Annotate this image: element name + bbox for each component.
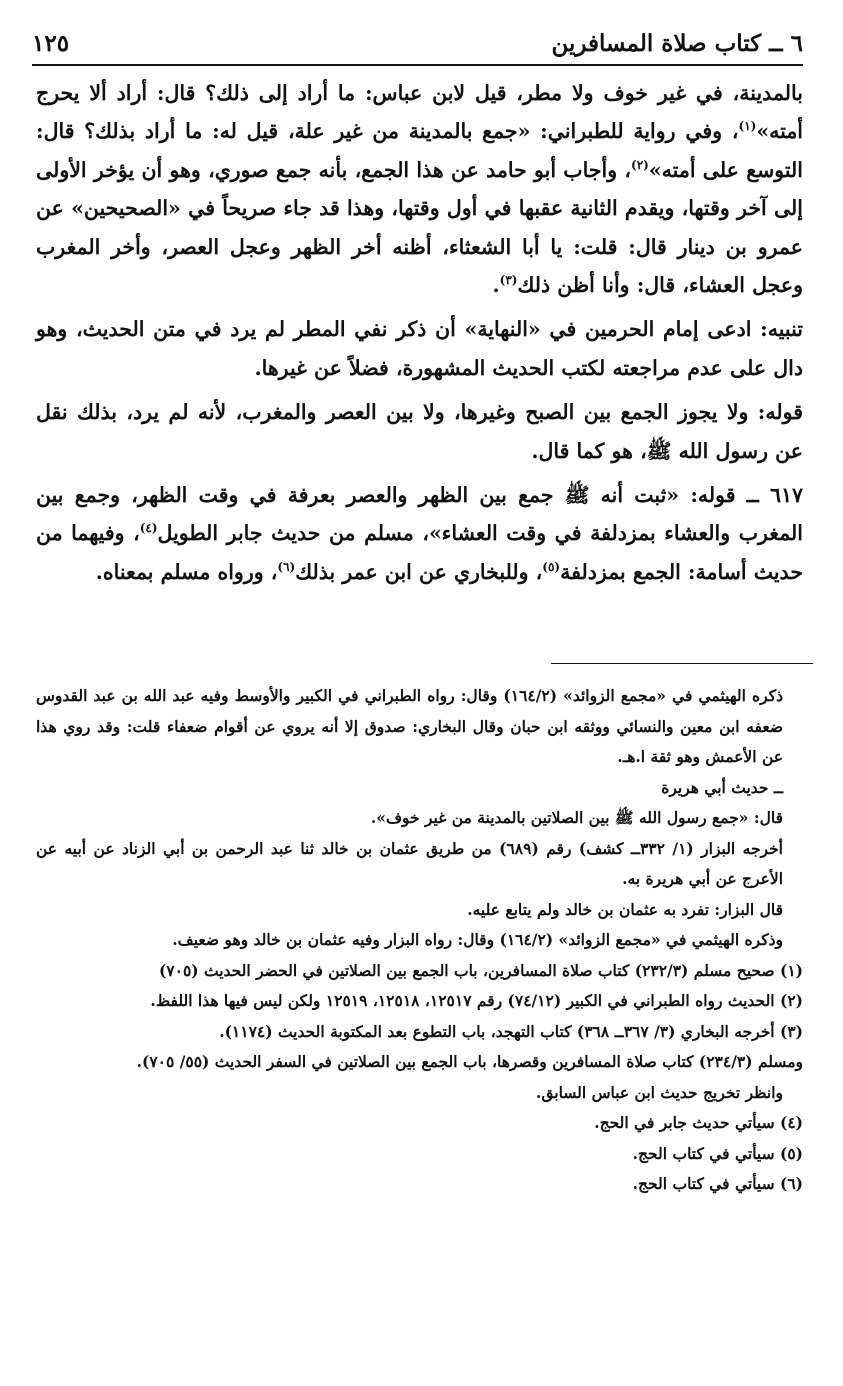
entry-number: ٦١٧ ــ قوله: — [690, 483, 803, 508]
footnote-ref: (٦) — [277, 560, 296, 575]
paragraph-617: ٦١٧ ــ قوله: «ثبت أنه ﷺ جمع بين الظهر والعصر بعرفة في وقت الظهر، وجمع بين المغرب والعشاء بمزدلفة في وقت العشاء»، مسلم من حديث جابر الطويل$^{(٤)}$، وفيهما من حديث أسامة: الجمع بمزدلفة$^{(٥)}$، وللبخاري عن ابن عمر بذلك$^{(٦)}$، ورواه مسلم بمعناه. — [36, 483, 803, 584]
footnote-ref: (٤) — [139, 521, 158, 536]
main-text — [36, 74, 803, 597]
tanbih-label: تنبيه: — [760, 317, 803, 342]
footnote-line: ومسلم (٢٣٤/٣) كتاب صلاة المسافرين وقصرها، باب الجمع بين الصلاتين في السفر الحديث (٥٥/ ٧٠٥). — [136, 1052, 803, 1071]
footnote-ref: (٢) — [631, 157, 649, 172]
footnote-5: (٥) سيأتي في كتاب الحج. — [632, 1143, 803, 1163]
footnote-line: ذكره الهيثمي في «مجمع الزوائد» (١٦٤/٢) وقال: رواه الطبراني في الكبير والأوسط وفيه عبد الله بن عبد القدوس ضعفه ابن معين والنسائي ووثقه ابن حبان وقال البخاري: صدوق إلا أنه يروي عن أقوام ضعفاء قلت: وقد روي هذا عن الأعمش وهو ثقة ا.هـ. — [36, 686, 783, 766]
paragraph-tanbih: تنبيه: ادعى إمام الحرمين في «النهاية» أن ذكر نفي المطر لم يرد في متن الحديث، وهو دال على عدم مراجعته لكتب الحديث المشهورة، فضلاً عن غيرها. — [36, 317, 803, 380]
paragraph-1: بالمدينة، في غير خوف ولا مطر، قيل لابن عباس: ما أراد إلى ذلك؟ قال: أراد ألا يحرج أمته»$^{(١)}$، وفي رواية للطبراني: «جمع بالمدينة من غير علة، قيل له: ما أراد بذلك؟ قال: التوسع على أمته»$^{(٢)}$، وأجاب أبو حامد عن هذا الجمع، بأنه جمع صوري، وهو أن يؤخر الأولى إلى آخر وقتها، ويقدم الثانية عقبها في أول وقتها، وهذا قد جاء صريحاً في «الصحيحين» عن عمرو بن دينار قال: قلت: يا أبا الشعثاء، أظنه أخر الظهر وعجل العصر، وأخر المغرب وعجل العشاء، قال: وأنا أظن ذلك$^{(٣)}$. — [36, 81, 804, 298]
page-header — [32, 30, 803, 64]
footnote-3: (٣) أخرجه البخاري (٣/ ٣٦٧ــ ٣٦٨) كتاب التهجد، باب التطوع بعد المكتوبة الحديث (١١٧٤). — [219, 1021, 803, 1041]
header-rule — [32, 64, 803, 66]
footnote-line: أخرجه البزار (١/ ٣٣٢ــ كشف) رقم (٦٨٩) من طريق عثمان بن خالد ثنا عبد الرحمن بن أبي الزناد عن أبيه عن الأعرج عن أبي هريرة به. — [36, 838, 783, 888]
footnote-line: ــ حديث أبي هريرة — [661, 777, 783, 797]
paragraph-3: قوله: ولا يجوز الجمع بين الصبح وغيرها، ولا بين العصر والمغرب، لأنه لم يرد، بذلك نقل عن رسول الله ﷺ، هو كما قال. — [36, 400, 803, 463]
running-title: ٦ ــ كتاب صلاة المسافرين — [551, 30, 803, 57]
footnote-ref: (١) — [738, 119, 757, 134]
footnote-line: وذكره الهيثمي في «مجمع الزوائد» (١٦٤/٢) وقال: رواه البزار وفيه عثمان بن خالد وهو ضعيف. — [172, 930, 783, 949]
page-number: ١٢٥ — [32, 30, 70, 57]
footnote-rule — [551, 663, 813, 664]
footnote-1: (١) صحيح مسلم (٢٣٢/٣) كتاب صلاة المسافرين، باب الجمع بين الصلاتين في الحضر الحديث (٧٠٥) — [158, 960, 803, 980]
footnote-6: (٦) سيأتي في كتاب الحج. — [632, 1174, 803, 1193]
footnotes — [36, 681, 803, 1200]
footnote-line: وانظر تخريج حديث ابن عباس السابق. — [535, 1082, 783, 1102]
footnote-ref: (٣) — [499, 273, 518, 288]
footnote-ref: (٥) — [542, 560, 561, 575]
footnote-line: قال: «جمع رسول الله ﷺ بين الصلاتين بالمدينة من غير خوف». — [370, 808, 783, 827]
footnote-line: قال البزار: تفرد به عثمان بن خالد ولم يتابع عليه. — [467, 899, 783, 919]
footnote-4: (٤) سيأتي حديث جابر في الحج. — [594, 1113, 803, 1132]
footnote-2: (٢) الحديث رواه الطبراني في الكبير (٧٤/١٢) رقم ١٢٥١٧، ١٢٥١٨، ١٢٥١٩ ولكن ليس فيها هذا اللفظ. — [150, 991, 803, 1010]
